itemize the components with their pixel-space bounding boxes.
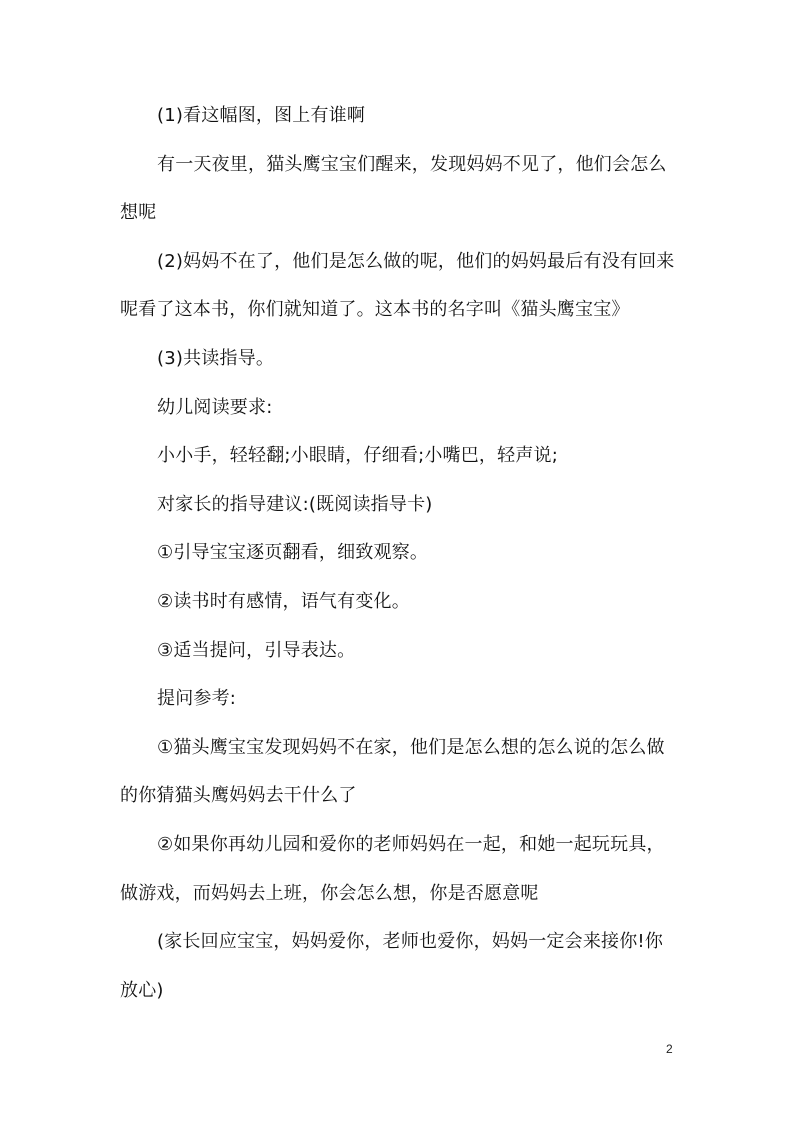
text-line: (1)看这幅图，图上有谁啊 <box>157 105 366 126</box>
paragraph <box>120 918 680 1015</box>
paragraph <box>120 141 680 238</box>
paragraph <box>120 481 680 530</box>
text-line: 的你猜猫头鹰妈妈去干什么了 <box>120 785 357 807</box>
text-line: 想呢 <box>120 202 157 224</box>
text-line: 小小手，轻轻翻;小眼睛，仔细看;小嘴巴，轻声说; <box>157 445 558 467</box>
paragraph <box>120 92 680 141</box>
text-line: 对家长的指导建议:(既阅读指导卡) <box>157 493 433 515</box>
text-line: (2)妈妈不在了，他们是怎么做的呢，他们的妈妈最后有没有回来 <box>157 250 675 272</box>
text-line: (3)共读指导。 <box>157 347 275 369</box>
paragraph <box>120 627 680 676</box>
text-line: 做游戏，而妈妈去上班，你会怎么想，你是否愿意呢 <box>120 882 539 904</box>
text-line: 呢看了这本书，你们就知道了。这本书的名字叫《猫头鹰宝宝》 <box>120 299 630 321</box>
paragraph <box>120 578 680 627</box>
text-line: 幼儿阅读要求: <box>157 396 273 418</box>
paragraph <box>120 821 680 918</box>
paragraph <box>120 238 680 335</box>
text-line: ①引导宝宝逐页翻看，细致观察。 <box>157 542 429 564</box>
paragraph <box>120 432 680 481</box>
text-line: 放心) <box>120 979 164 1001</box>
page-number: 2 <box>666 1042 673 1056</box>
text-line: 提问参考: <box>157 688 237 710</box>
paragraph <box>120 529 680 578</box>
text-line: (家长回应宝宝，妈妈爱你，老师也爱你，妈妈一定会来接你!你 <box>157 931 664 953</box>
paragraph <box>120 384 680 433</box>
text-line: ②如果你再幼儿园和爱你的老师妈妈在一起，和她一起玩玩具， <box>157 833 665 855</box>
paragraph <box>120 724 680 821</box>
text-line: ②读书时有感情，语气有变化。 <box>157 590 410 612</box>
page-body <box>120 92 680 1015</box>
paragraph <box>120 335 680 384</box>
text-line: ③适当提问，引导表达。 <box>157 639 356 661</box>
text-line: 有一天夜里，猫头鹰宝宝们醒来，发现妈妈不见了，他们会怎么 <box>157 153 667 175</box>
paragraph <box>120 675 680 724</box>
text-line: ①猫头鹰宝宝发现妈妈不在家，他们是怎么想的怎么说的怎么做 <box>157 736 665 758</box>
